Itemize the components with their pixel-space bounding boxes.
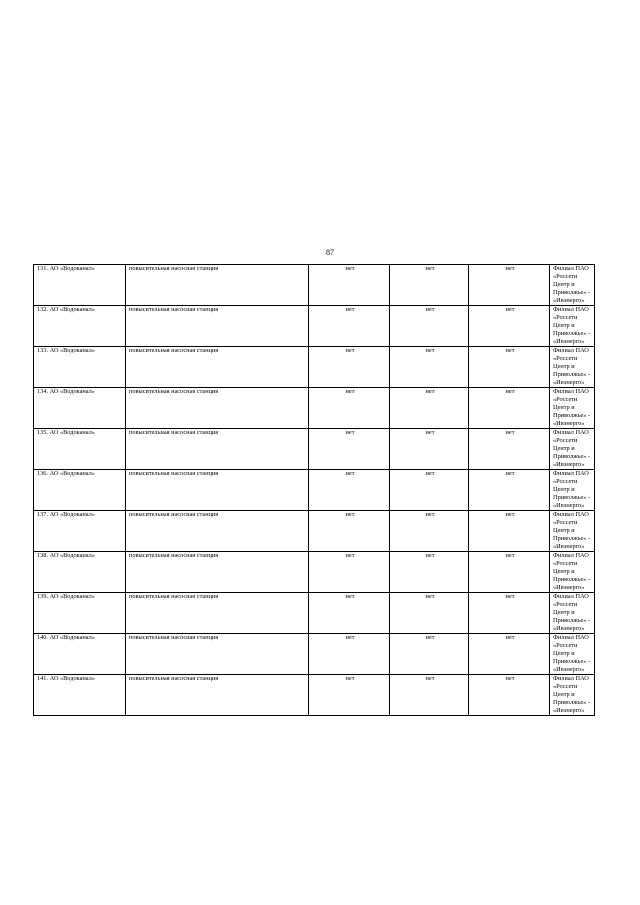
supplier-cell: Филиал ПАО «Россети Центр и Приволжье» - «Ивэнерго»: [550, 347, 595, 388]
value-cell-2: нет: [390, 265, 469, 306]
consumer-name-cell: 141. АО «Водоканал»: [34, 675, 126, 716]
table-row: [34, 388, 595, 429]
value-cell-2: нет: [390, 552, 469, 593]
table-row: [34, 511, 595, 552]
consumer-name-cell: 139. АО «Водоканал»: [34, 593, 126, 634]
object-type-cell: повысительная насосная станция: [126, 552, 309, 593]
value-cell-1: нет: [309, 675, 390, 716]
value-cell-3: нет: [469, 511, 550, 552]
value-cell-3: нет: [469, 347, 550, 388]
supplier-cell: Филиал ПАО «Россети Центр и Приволжье» - «Ивэнерго»: [550, 265, 595, 306]
table-row: [34, 265, 595, 306]
value-cell-1: нет: [309, 306, 390, 347]
value-cell-2: нет: [390, 470, 469, 511]
value-cell-2: нет: [390, 388, 469, 429]
object-type-cell: повысительная насосная станция: [126, 429, 309, 470]
value-cell-1: нет: [309, 265, 390, 306]
value-cell-1: нет: [309, 634, 390, 675]
consumer-name-cell: 135. АО «Водоканал»: [34, 429, 126, 470]
table-body: [34, 265, 595, 716]
object-type-cell: повысительная насосная станция: [126, 388, 309, 429]
table-row: [34, 470, 595, 511]
value-cell-2: нет: [390, 429, 469, 470]
value-cell-3: нет: [469, 306, 550, 347]
consumer-name-cell: 132. АО «Водоканал»: [34, 306, 126, 347]
value-cell-2: нет: [390, 593, 469, 634]
object-type-cell: повысительная насосная станция: [126, 593, 309, 634]
supplier-cell: Филиал ПАО «Россети Центр и Приволжье» - «Ивэнерго»: [550, 470, 595, 511]
value-cell-3: нет: [469, 634, 550, 675]
supplier-cell: Филиал ПАО «Россети Центр и Приволжье» - «Ивэнерго»: [550, 388, 595, 429]
object-type-cell: повысительная насосная станция: [126, 470, 309, 511]
consumer-name-cell: 138. АО «Водоканал»: [34, 552, 126, 593]
object-type-cell: повысительная насосная станция: [126, 675, 309, 716]
supplier-cell: Филиал ПАО «Россети Центр и Приволжье» - «Ивэнерго»: [550, 511, 595, 552]
value-cell-2: нет: [390, 306, 469, 347]
consumer-name-cell: 134. АО «Водоканал»: [34, 388, 126, 429]
supplier-cell: Филиал ПАО «Россети Центр и Приволжье» - «Ивэнерго»: [550, 593, 595, 634]
value-cell-1: нет: [309, 470, 390, 511]
table-row: [34, 675, 595, 716]
value-cell-1: нет: [309, 593, 390, 634]
object-type-cell: повысительная насосная станция: [126, 306, 309, 347]
consumer-name-cell: 140. АО «Водоканал»: [34, 634, 126, 675]
supplier-cell: Филиал ПАО «Россети Центр и Приволжье» - «Ивэнерго»: [550, 634, 595, 675]
supplier-cell: Филиал ПАО «Россети Центр и Приволжье» - «Ивэнерго»: [550, 675, 595, 716]
table-row: [34, 306, 595, 347]
value-cell-3: нет: [469, 470, 550, 511]
table-row: [34, 552, 595, 593]
supplier-cell: Филиал ПАО «Россети Центр и Приволжье» - «Ивэнерго»: [550, 306, 595, 347]
value-cell-2: нет: [390, 675, 469, 716]
value-cell-2: нет: [390, 347, 469, 388]
value-cell-2: нет: [390, 634, 469, 675]
object-type-cell: повысительная насосная станция: [126, 511, 309, 552]
supplier-cell: Филиал ПАО «Россети Центр и Приволжье» - «Ивэнерго»: [550, 552, 595, 593]
object-type-cell: повысительная насосная станция: [126, 347, 309, 388]
value-cell-3: нет: [469, 429, 550, 470]
consumer-name-cell: 137. АО «Водоканал»: [34, 511, 126, 552]
value-cell-1: нет: [309, 552, 390, 593]
table-row: [34, 429, 595, 470]
supplier-cell: Филиал ПАО «Россети Центр и Приволжье» - «Ивэнерго»: [550, 429, 595, 470]
object-type-cell: повысительная насосная станция: [126, 265, 309, 306]
value-cell-3: нет: [469, 388, 550, 429]
page-number: 87: [326, 248, 334, 257]
value-cell-1: нет: [309, 388, 390, 429]
object-type-cell: повысительная насосная станция: [126, 634, 309, 675]
value-cell-2: нет: [390, 511, 469, 552]
value-cell-1: нет: [309, 429, 390, 470]
value-cell-3: нет: [469, 593, 550, 634]
value-cell-3: нет: [469, 552, 550, 593]
consumer-name-cell: 133. АО «Водоканал»: [34, 347, 126, 388]
consumer-name-cell: 131. АО «Водоканал»: [34, 265, 126, 306]
value-cell-3: нет: [469, 265, 550, 306]
value-cell-1: нет: [309, 347, 390, 388]
objects-table: [33, 264, 595, 716]
consumer-name-cell: 136. АО «Водоканал»: [34, 470, 126, 511]
value-cell-1: нет: [309, 511, 390, 552]
table-row: [34, 593, 595, 634]
table-row: [34, 634, 595, 675]
table-row: [34, 347, 595, 388]
value-cell-3: нет: [469, 675, 550, 716]
